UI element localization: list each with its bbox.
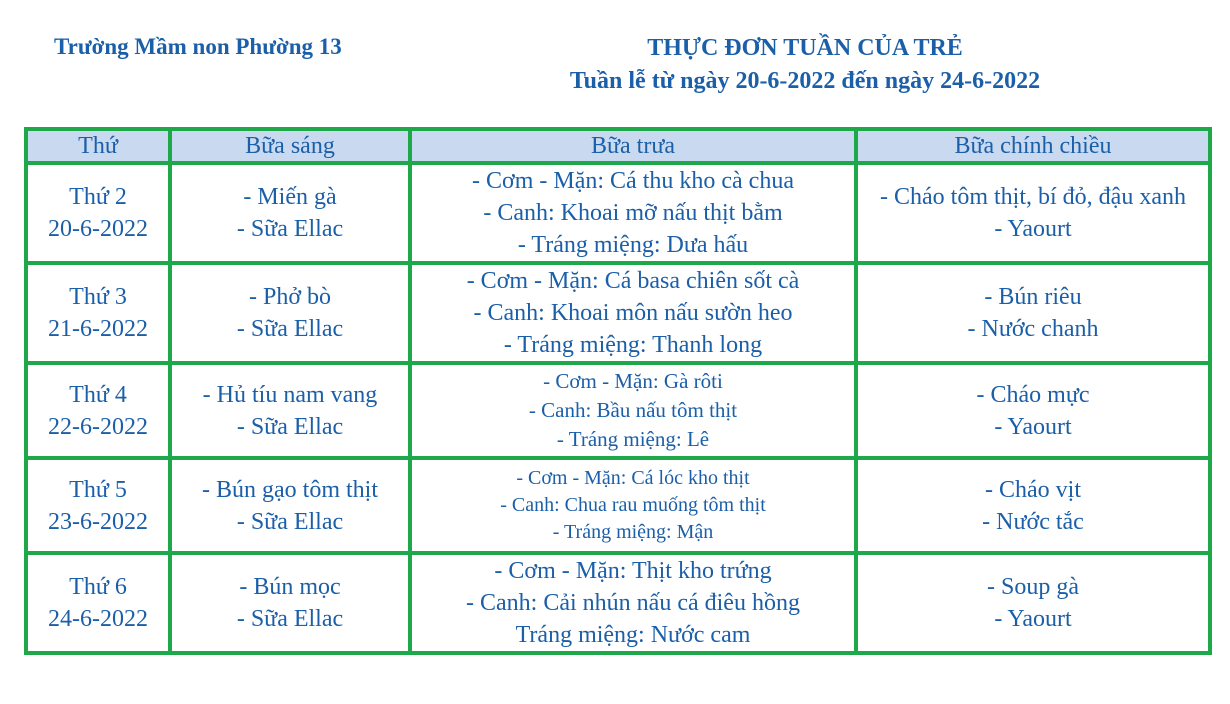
day-date: 24-6-2022 — [48, 606, 148, 632]
afternoon-cell — [856, 263, 1210, 363]
breakfast-item: - Miến gà — [243, 184, 337, 210]
menu-title: THỰC ĐƠN TUẦN CỦA TRẺ — [647, 35, 963, 61]
day-name: Thứ 6 — [69, 574, 127, 600]
day-cell — [26, 553, 170, 653]
lunch-item: - Canh: Khoai mỡ nấu thịt bằm — [483, 200, 783, 226]
afternoon-item: - Nước chanh — [967, 316, 1099, 342]
breakfast-item: - Hủ tíu nam vang — [202, 381, 378, 408]
day-cell — [26, 263, 170, 363]
weekly-menu-table — [24, 127, 1212, 655]
afternoon-item: - Nước tắc — [982, 508, 1084, 535]
lunch-item: Tráng miệng: Nước cam — [515, 622, 751, 648]
lunch-cell — [410, 458, 856, 553]
breakfast-cell — [170, 458, 410, 553]
lunch-cell — [410, 363, 856, 458]
table-row — [26, 363, 1210, 458]
breakfast-item: - Sữa Ellac — [236, 216, 344, 242]
breakfast-item: - Bún gạo tôm thịt — [202, 476, 378, 503]
lunch-item: - Cơm - Mặn: Cá lóc kho thịt — [516, 467, 750, 489]
day-name: Thứ 2 — [69, 184, 127, 210]
afternoon-item: - Cháo mực — [976, 381, 1090, 408]
lunch-item: - Canh: Chua rau muống tôm thịt — [500, 494, 766, 516]
afternoon-item: - Soup gà — [987, 574, 1079, 600]
lunch-cell — [410, 263, 856, 363]
lunch-item: - Tráng miệng: Lê — [556, 427, 710, 451]
breakfast-item: - Phở bò — [248, 284, 332, 310]
afternoon-item: - Cháo tôm thịt, bí đỏ, đậu xanh — [880, 184, 1186, 210]
lunch-item: - Cơm - Mặn: Thịt kho trứng — [494, 558, 772, 584]
day-cell — [26, 363, 170, 458]
header-afternoon: Bữa chính chiều — [856, 129, 1210, 163]
day-name: Thứ 3 — [69, 284, 127, 310]
header-breakfast: Bữa sáng — [170, 129, 410, 163]
day-name: Thứ 4 — [69, 381, 127, 408]
table-row — [26, 163, 1210, 263]
afternoon-item: - Cháo vịt — [985, 476, 1081, 503]
lunch-item: - Canh: Khoai môn nấu sườn heo — [473, 300, 793, 326]
afternoon-item: - Yaourt — [994, 606, 1072, 632]
afternoon-cell — [856, 163, 1210, 263]
day-cell — [26, 163, 170, 263]
lunch-item: - Tráng miệng: Dưa hấu — [517, 232, 749, 258]
lunch-cell — [410, 163, 856, 263]
lunch-item: - Canh: Cải nhún nấu cá điêu hồng — [466, 590, 800, 616]
header-lunch: Bữa trưa — [410, 129, 856, 163]
breakfast-item: - Bún mọc — [239, 574, 341, 600]
breakfast-item: - Sữa Ellac — [236, 508, 344, 535]
day-date: 20-6-2022 — [48, 216, 148, 242]
breakfast-cell — [170, 163, 410, 263]
menu-subtitle: Tuần lễ từ ngày 20-6-2022 đến ngày 24-6-2022 — [569, 68, 1041, 94]
afternoon-cell — [856, 553, 1210, 653]
header-day: Thứ — [26, 129, 170, 163]
breakfast-item: - Sữa Ellac — [236, 316, 344, 342]
afternoon-item: - Yaourt — [994, 413, 1072, 440]
table-row — [26, 553, 1210, 653]
table-row — [26, 458, 1210, 553]
breakfast-cell — [170, 263, 410, 363]
lunch-item: - Cơm - Mặn: Cá thu kho cà chua — [472, 168, 794, 194]
title-block — [520, 32, 1090, 98]
afternoon-item: - Yaourt — [994, 216, 1072, 242]
day-date: 22-6-2022 — [48, 413, 148, 440]
afternoon-item: - Bún riêu — [984, 284, 1082, 310]
afternoon-cell — [856, 458, 1210, 553]
lunch-item: - Tráng miệng: Thanh long — [503, 332, 763, 358]
lunch-item: - Cơm - Mặn: Cá basa chiên sốt cà — [466, 268, 800, 294]
lunch-item: - Canh: Bầu nấu tôm thịt — [528, 398, 738, 422]
breakfast-item: - Sữa Ellac — [236, 413, 344, 440]
day-date: 21-6-2022 — [48, 316, 148, 342]
afternoon-cell — [856, 363, 1210, 458]
school-name: Trường Mầm non Phường 13 — [54, 34, 342, 59]
breakfast-item: - Sữa Ellac — [236, 606, 344, 632]
day-date: 23-6-2022 — [48, 508, 148, 535]
breakfast-cell — [170, 363, 410, 458]
day-cell — [26, 458, 170, 553]
lunch-item: - Tráng miệng: Mận — [552, 521, 714, 543]
table-header-row — [26, 129, 1210, 163]
breakfast-cell — [170, 553, 410, 653]
lunch-cell — [410, 553, 856, 653]
day-name: Thứ 5 — [69, 476, 127, 503]
table-row — [26, 263, 1210, 363]
lunch-item: - Cơm - Mặn: Gà rôti — [543, 369, 723, 393]
